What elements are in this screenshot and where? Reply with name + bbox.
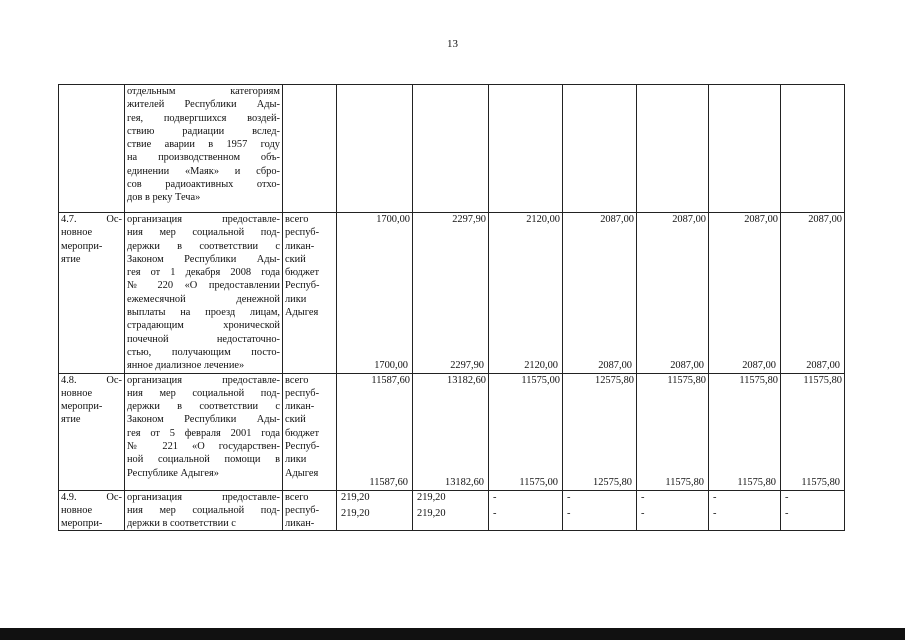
cell-line: ликан-	[285, 240, 315, 252]
cell-line: Респуб-	[285, 280, 320, 292]
value-cell	[563, 490, 637, 531]
cell-line: жителей Республики Ады-	[127, 99, 280, 111]
cell-line: ной социальной помощи в	[127, 454, 280, 466]
value-budget: 2120,00	[524, 360, 558, 372]
activity-number-cell	[59, 373, 125, 490]
value-cell	[413, 490, 489, 531]
value-cell	[413, 213, 489, 374]
cell-line: ния мер социальной под-	[127, 387, 280, 399]
table-row	[59, 490, 845, 531]
cell-line: № 221 «О государствен-	[127, 441, 280, 453]
cell-line: единении «Маяк» и сбро-	[127, 165, 280, 177]
table-row	[59, 213, 845, 374]
value-total: 11575,00	[521, 374, 560, 386]
cell-line: респуб-	[285, 387, 320, 399]
value-budget: 11575,80	[737, 477, 776, 489]
cell-line: ежемесячной денежной	[127, 293, 280, 305]
value-cell	[781, 213, 845, 374]
activity-number-cell	[59, 85, 125, 213]
funding-source-cell	[283, 213, 337, 374]
cell-line: бюджет	[285, 427, 320, 439]
value-total: 2087,00	[808, 214, 842, 225]
value-budget: -	[567, 507, 571, 519]
value-budget: -	[641, 507, 645, 519]
activity-description-cell	[125, 373, 283, 490]
cell-line: меропри-	[61, 240, 103, 252]
cell-line: 4.8. Ос-	[61, 374, 122, 386]
page-number: 13	[447, 38, 458, 50]
cell-line: выплаты на проезд лицам,	[127, 307, 280, 319]
value-cell	[781, 490, 845, 531]
cell-line: держки в соответствии с	[127, 401, 280, 413]
value-total: 11575,80	[803, 374, 842, 386]
cell-line: всего	[285, 374, 309, 386]
cell-line: Адыгея	[285, 307, 319, 319]
value-cell	[637, 213, 709, 374]
funding-source-cell	[283, 85, 337, 213]
cell-line: держки в соответствии с	[127, 240, 280, 252]
value-cell	[413, 373, 489, 490]
cell-line: дов в реку Теча»	[127, 192, 201, 204]
cell-line: Респуб-	[285, 441, 320, 453]
value-cell	[781, 85, 845, 213]
value-cell	[709, 490, 781, 531]
table-row	[59, 85, 845, 213]
value-total: 11575,80	[739, 374, 778, 386]
value-total: 2087,00	[744, 214, 778, 225]
value-cell	[637, 490, 709, 531]
cell-line: новное	[61, 504, 93, 516]
activity-description-cell	[125, 490, 283, 531]
cell-line: респуб-	[285, 504, 320, 516]
value-total: -	[493, 491, 497, 503]
value-cell	[337, 373, 413, 490]
activity-number-cell	[59, 490, 125, 531]
value-budget: 11575,80	[665, 477, 704, 489]
value-total: 12575,80	[595, 374, 634, 386]
cell-line: Адыгея	[285, 467, 319, 479]
value-budget: 219,20	[341, 507, 370, 519]
value-total: 2087,00	[672, 214, 706, 225]
activity-number-cell	[59, 213, 125, 374]
cell-line: стью, получающим посто-	[127, 346, 280, 358]
cell-line: гея от 1 декабря 2008 года	[127, 267, 280, 279]
value-cell	[337, 85, 413, 213]
cell-line: отдельным категориям	[127, 86, 280, 97]
value-budget: 11575,80	[801, 477, 840, 489]
value-cell	[337, 490, 413, 531]
value-cell	[489, 373, 563, 490]
value-cell	[709, 85, 781, 213]
value-cell	[563, 213, 637, 374]
cell-line: гея от 5 февраля 2001 года	[127, 427, 280, 439]
value-budget: 11575,00	[519, 477, 558, 489]
value-cell	[337, 213, 413, 374]
value-total: 11575,80	[667, 374, 706, 386]
value-budget: 2087,00	[670, 360, 704, 372]
value-cell	[413, 85, 489, 213]
value-total: -	[567, 491, 571, 503]
cell-line: ствие аварии в 1957 году	[127, 139, 280, 151]
activity-description-cell	[125, 213, 283, 374]
value-cell	[709, 213, 781, 374]
cell-line: на производственном объ-	[127, 152, 280, 164]
funding-source-cell	[283, 490, 337, 531]
cell-line: организация предоставле-	[127, 214, 280, 225]
cell-line: организация предоставле-	[127, 491, 280, 503]
cell-line: ятие	[61, 253, 81, 265]
cell-line: Законом Республики Ады-	[127, 253, 280, 265]
value-cell	[781, 373, 845, 490]
cell-line: Законом Республики Ады-	[127, 414, 280, 426]
table-row	[59, 373, 845, 490]
value-total: -	[785, 491, 789, 503]
value-total: 219,20	[341, 491, 370, 503]
cell-line: бюджет	[285, 267, 320, 279]
value-total: 1700,00	[376, 214, 410, 225]
cell-line: всего	[285, 214, 309, 225]
cell-line: ский	[285, 253, 306, 265]
cell-line: лики	[285, 454, 307, 466]
cell-line: № 220 «О предоставлении	[127, 280, 280, 292]
value-cell	[563, 85, 637, 213]
value-budget: 2297,90	[450, 360, 484, 372]
cell-line: гея, подвергшихся воздей-	[127, 112, 280, 124]
value-budget: -	[785, 507, 789, 519]
cell-line: ликан-	[285, 401, 315, 413]
value-total: -	[713, 491, 717, 503]
value-budget: 2087,00	[598, 360, 632, 372]
activity-description-cell	[125, 85, 283, 213]
cell-line: ния мер социальной под-	[127, 504, 280, 516]
value-budget: 2087,00	[742, 360, 776, 372]
value-cell	[637, 85, 709, 213]
cell-line: сов радиоактивных отхо-	[127, 179, 280, 191]
value-budget: -	[493, 507, 497, 519]
cell-line: страдающим хронической	[127, 320, 280, 332]
value-budget: 13182,60	[445, 477, 484, 489]
value-budget: 11587,60	[369, 477, 408, 489]
value-cell	[563, 373, 637, 490]
cell-line: респуб-	[285, 227, 320, 239]
cell-line: лики	[285, 293, 307, 305]
value-budget: 219,20	[417, 507, 446, 519]
cell-line: ятие	[61, 414, 81, 426]
value-cell	[489, 490, 563, 531]
cell-line: ния мер социальной под-	[127, 227, 280, 239]
cell-line: новное	[61, 227, 93, 239]
cell-line: держки в соответствии с	[127, 518, 236, 530]
value-budget: -	[713, 507, 717, 519]
value-total: 219,20	[417, 491, 446, 503]
value-total: 2087,00	[600, 214, 634, 225]
value-cell	[489, 85, 563, 213]
value-budget: 1700,00	[374, 360, 408, 372]
cell-line: Республике Адыгея»	[127, 467, 219, 479]
value-total: 2120,00	[526, 214, 560, 225]
value-budget: 2087,00	[806, 360, 840, 372]
value-total: -	[641, 491, 645, 503]
cell-line: ликан-	[285, 518, 315, 530]
cell-line: янное диализное лечение»	[127, 360, 245, 372]
value-cell	[489, 213, 563, 374]
cell-line: ский	[285, 414, 306, 426]
cell-line: 4.7. Ос-	[61, 214, 122, 225]
value-budget: 12575,80	[593, 477, 632, 489]
cell-line: меропри-	[61, 518, 103, 530]
cell-line: меропри-	[61, 401, 103, 413]
value-cell	[637, 373, 709, 490]
value-total: 13182,60	[447, 374, 486, 386]
cell-line: новное	[61, 387, 93, 399]
cell-line: ствию радиации вслед-	[127, 125, 280, 137]
cell-line: 4.9. Ос-	[61, 491, 122, 503]
value-total: 11587,60	[371, 374, 410, 386]
value-total: 2297,90	[452, 214, 486, 225]
cell-line: почечной недостаточно-	[127, 333, 280, 345]
budget-table	[58, 84, 845, 531]
funding-source-cell	[283, 373, 337, 490]
cell-line: всего	[285, 491, 309, 503]
scan-border	[0, 628, 905, 640]
cell-line: организация предоставле-	[127, 374, 280, 386]
value-cell	[709, 373, 781, 490]
